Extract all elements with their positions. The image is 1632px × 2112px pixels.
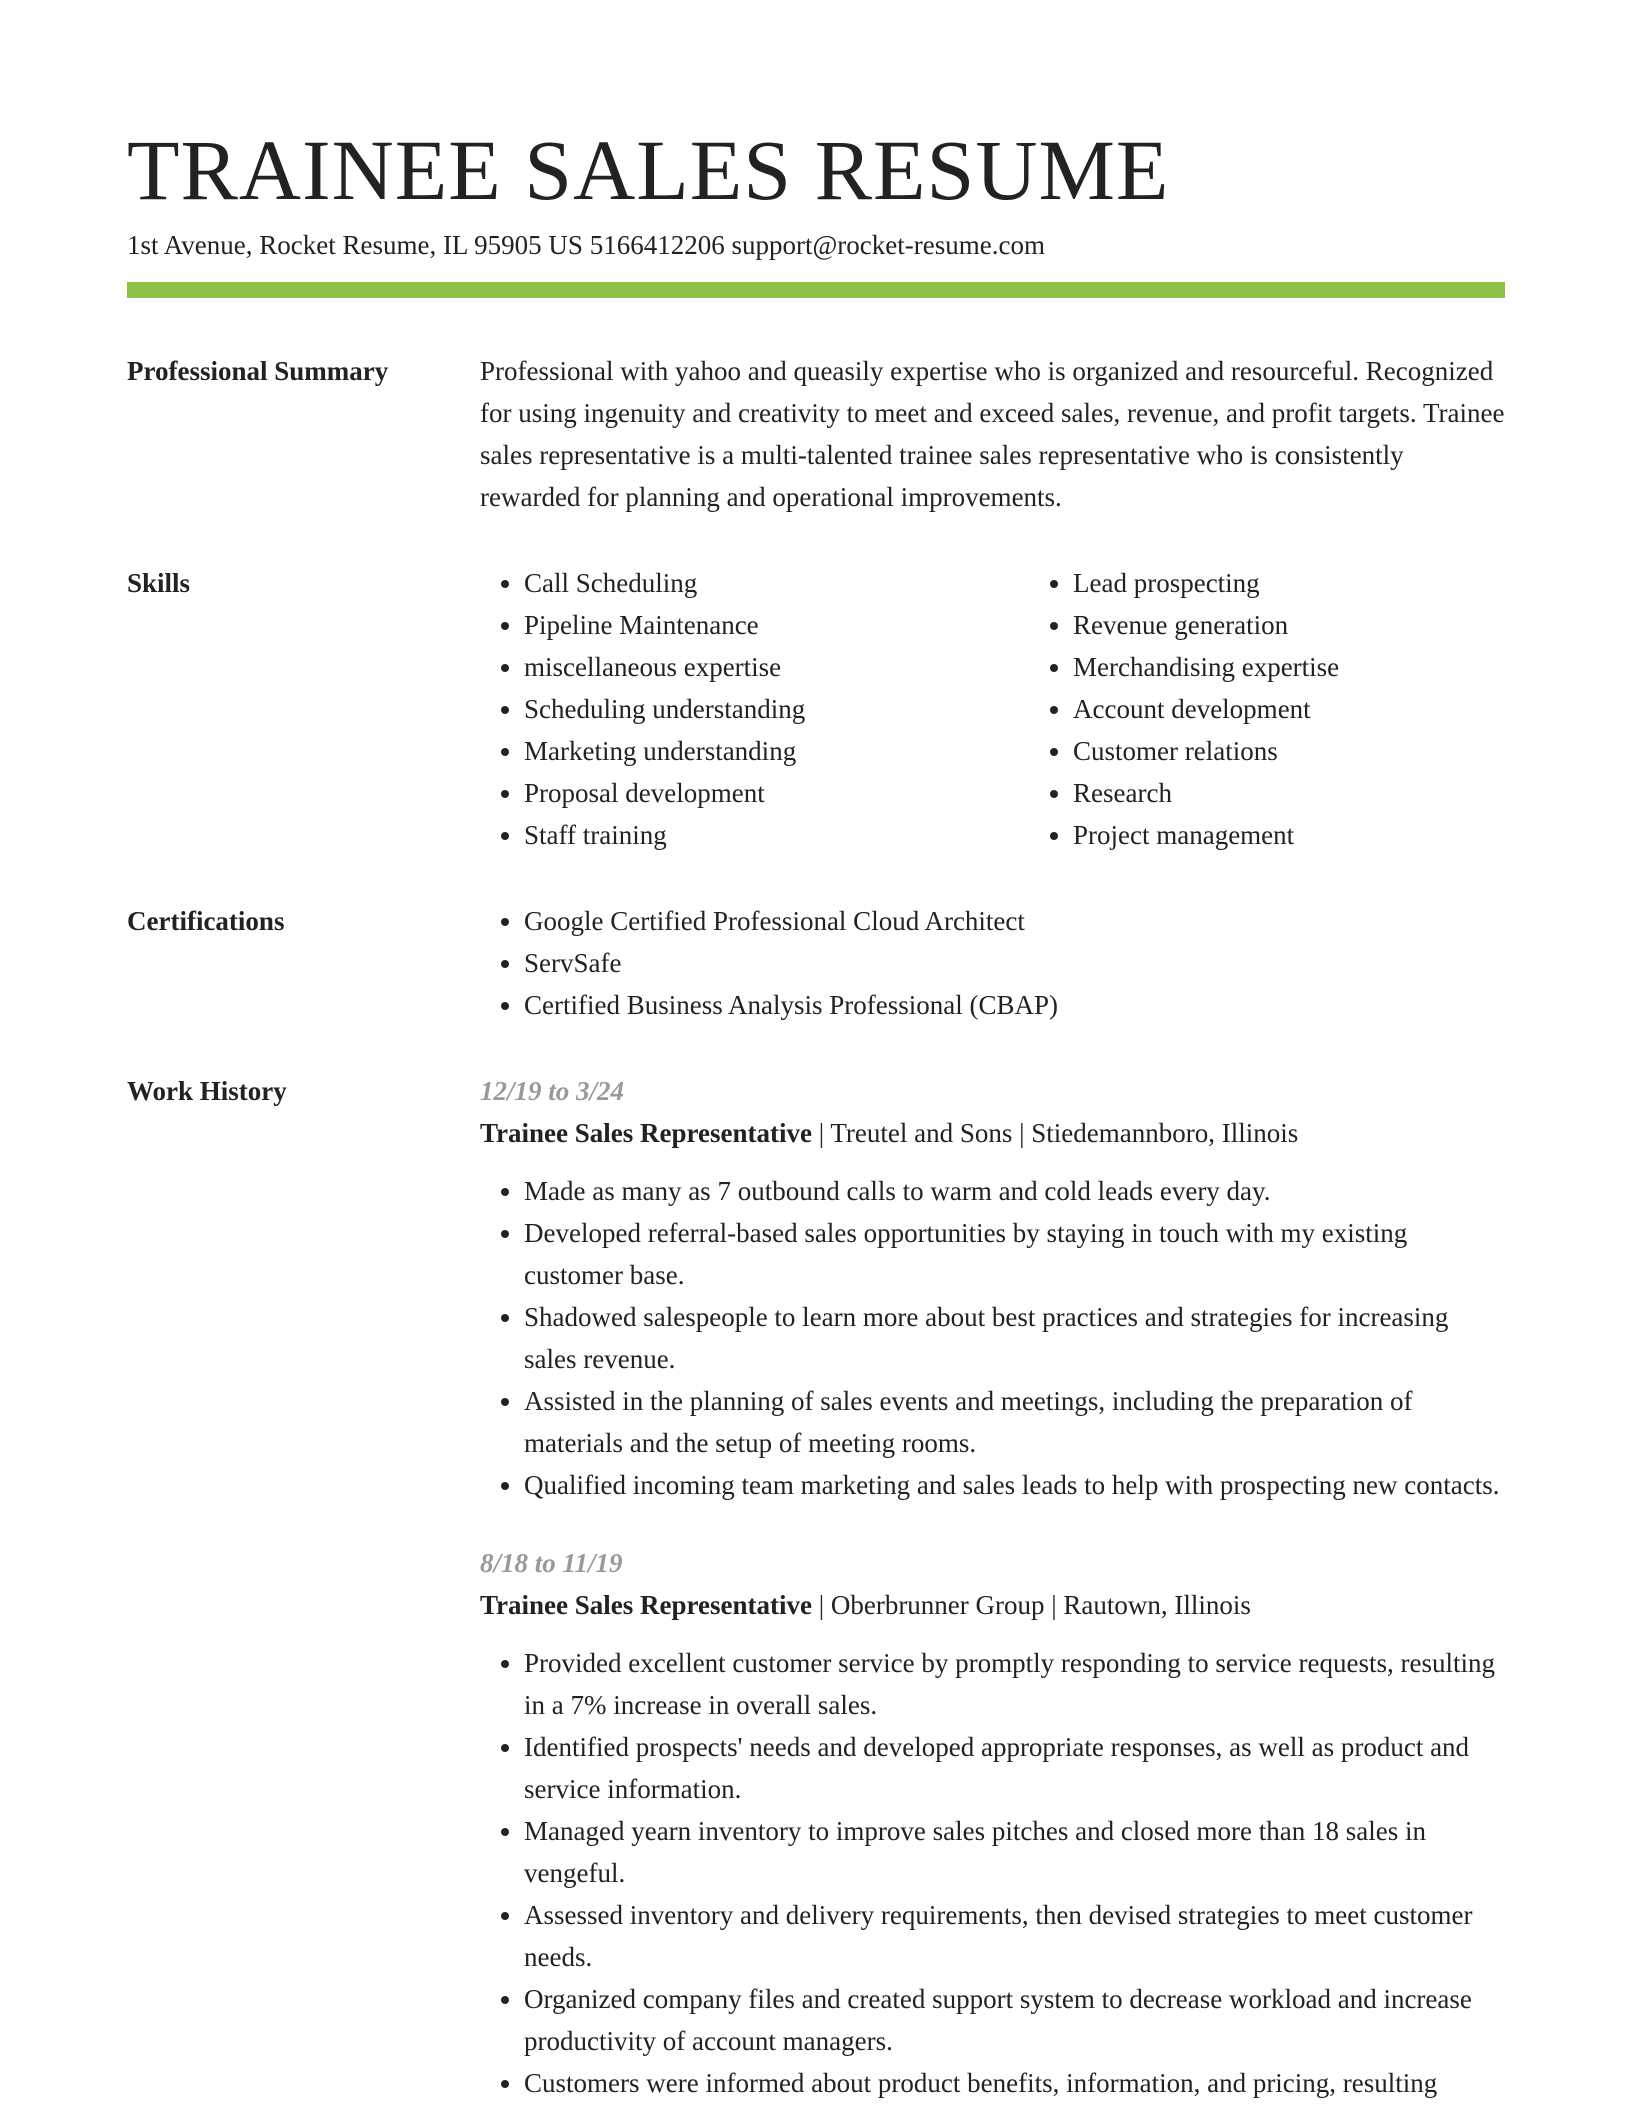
section-label-work-history: Work History xyxy=(127,1076,287,1106)
skill-item: • Staff training xyxy=(524,814,1029,856)
summary-text: Professional with yahoo and queasily expertise who is organized and resourceful. Recognized for using ingenuity and creativity to meet and exceed sales, revenue, and profit targets. Trainee sales representative is a multi-talented trainee sales representative who is consistently rewarded for planning and operational improvements. xyxy=(480,356,1505,512)
job-bullet: • Developed referral-based sales opportunities by staying in touch with my existing customer base. xyxy=(524,1212,1505,1296)
skills-list-left xyxy=(480,562,1029,856)
work-history-section xyxy=(127,1070,1505,2104)
job-bullet: • Managed yearn inventory to improve sales pitches and closed more than 18 sales in vengeful. xyxy=(524,1810,1505,1894)
job-bullet: • Shadowed salespeople to learn more about best practices and strategies for increasing sales revenue. xyxy=(524,1296,1505,1380)
skills-list-right xyxy=(1029,562,1505,856)
job-heading xyxy=(480,1584,1505,1626)
job-bullets xyxy=(480,1170,1505,1506)
job-entry xyxy=(480,1542,1505,2104)
job-dates: 8/18 to 11/19 xyxy=(480,1548,623,1578)
skill-item: • Customer relations xyxy=(1073,730,1505,772)
certifications-section xyxy=(127,900,1505,1026)
skill-item: • miscellaneous expertise xyxy=(524,646,1029,688)
job-company-location: | Treutel and Sons | Stiedemannboro, Illinois xyxy=(811,1118,1299,1148)
certification-item: • Certified Business Analysis Professional (CBAP) xyxy=(524,984,1505,1026)
skill-item: • Pipeline Maintenance xyxy=(524,604,1029,646)
job-title: Trainee Sales Representative xyxy=(480,1590,812,1620)
skill-item: • Project management xyxy=(1073,814,1505,856)
skill-item: • Scheduling understanding xyxy=(524,688,1029,730)
resume-page xyxy=(127,120,1505,2104)
section-label-certifications: Certifications xyxy=(127,906,285,936)
job-bullet: • Assisted in the planning of sales events and meetings, including the preparation of materials and the setup of meeting rooms. xyxy=(524,1380,1505,1464)
skill-item: • Proposal development xyxy=(524,772,1029,814)
job-dates: 12/19 to 3/24 xyxy=(480,1076,625,1106)
job-title: Trainee Sales Representative xyxy=(480,1118,812,1148)
job-bullet: • Provided excellent customer service by promptly responding to service requests, resulting in a 7% increase in overall sales. xyxy=(524,1642,1505,1726)
accent-divider xyxy=(127,282,1505,298)
job-heading xyxy=(480,1112,1505,1154)
job-entry xyxy=(480,1070,1505,1506)
contact-line: 1st Avenue, Rocket Resume, IL 95905 US 5166412206 support@rocket-resume.com xyxy=(127,230,1045,260)
skill-item: • Lead prospecting xyxy=(1073,562,1505,604)
section-label-summary: Professional Summary xyxy=(127,356,389,386)
skills-section xyxy=(127,562,1505,856)
skill-item: • Marketing understanding xyxy=(524,730,1029,772)
job-bullet: • Qualified incoming team marketing and sales leads to help with prospecting new contacts. xyxy=(524,1464,1505,1506)
section-label-skills: Skills xyxy=(127,568,191,598)
skill-item: • Call Scheduling xyxy=(524,562,1029,604)
job-bullet: • Assessed inventory and delivery requirements, then devised strategies to meet customer needs. xyxy=(524,1894,1505,1978)
skill-item: • Account development xyxy=(1073,688,1505,730)
job-bullet: • Organized company files and created support system to decrease workload and increase productivity of account managers. xyxy=(524,1978,1505,2062)
certifications-list xyxy=(480,900,1505,1026)
skill-item: • Revenue generation xyxy=(1073,604,1505,646)
job-bullets xyxy=(480,1642,1505,2104)
job-bullet: • Made as many as 7 outbound calls to warm and cold leads every day. xyxy=(524,1170,1505,1212)
job-bullet: • Identified prospects' needs and developed appropriate responses, as well as product and service information. xyxy=(524,1726,1505,1810)
resume-title: TRAINEE SALES RESUME xyxy=(127,122,1170,218)
certification-item: • ServSafe xyxy=(524,942,1505,984)
skill-item: • Research xyxy=(1073,772,1505,814)
certification-item: • Google Certified Professional Cloud Architect xyxy=(524,900,1505,942)
job-bullet: • Customers were informed about product benefits, information, and pricing, resulting xyxy=(524,2062,1505,2104)
skill-item: • Merchandising expertise xyxy=(1073,646,1505,688)
job-company-location: | Oberbrunner Group | Rautown, Illinois xyxy=(811,1590,1251,1620)
summary-section xyxy=(127,350,1505,518)
